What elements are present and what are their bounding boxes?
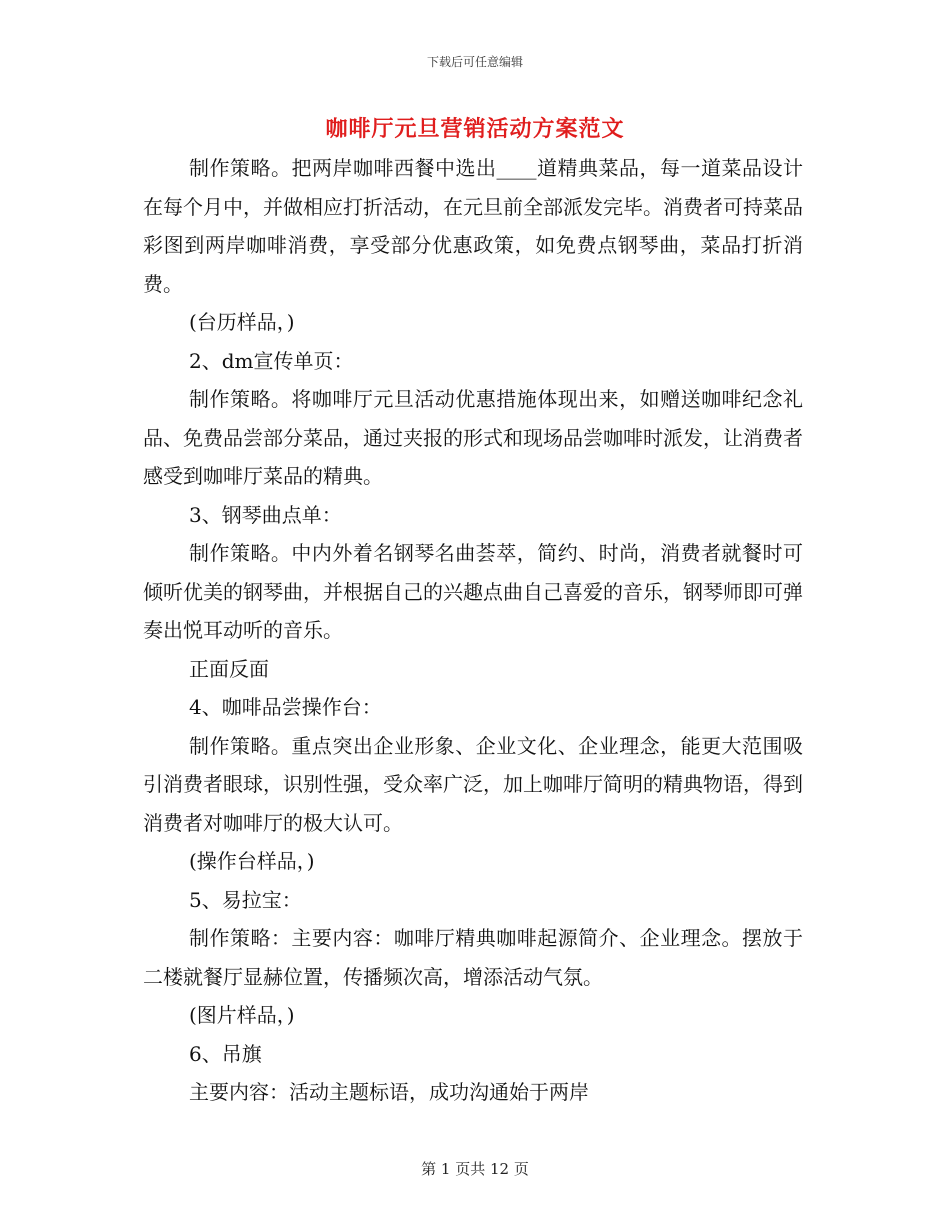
section-heading: 2、dm宣传单页： — [189, 348, 354, 373]
paragraph: 正面反面 — [189, 656, 269, 681]
paragraph: 制作策略。把两岸咖啡西餐中选出____道精典菜品，每一道菜品设计在每个月中，并做相应打折活动，在元旦前全部派发完毕。消费者可持菜品彩图到两岸咖啡消费，享受部分优惠政策，如免费点钢琴曲，菜品打折消费。 — [143, 156, 803, 296]
section-heading: 5、易拉宝： — [189, 887, 302, 912]
section-heading: 4、咖啡品尝操作台： — [189, 695, 382, 719]
document-title: 咖啡厅元旦营销活动方案范文 — [325, 117, 625, 142]
paragraph: (台历样品，) — [189, 310, 295, 334]
document-body — [143, 149, 803, 1112]
section-heading: 3、钢琴曲点单： — [189, 502, 342, 527]
paragraph: 主要内容：活动主题标语，成功沟通始于两岸 — [189, 1080, 589, 1104]
paragraph: 制作策略。中内外着名钢琴名曲荟萃，简约、时尚，消费者就餐时可倾听优美的钢琴曲，并根据自己的兴趣点曲自己喜爱的音乐，钢琴师即可弹奏出悦耳动听的音乐。 — [143, 541, 803, 642]
section-heading: 6、吊旗 — [189, 1041, 262, 1066]
paragraph: 制作策略。重点突出企业形象、企业文化、企业理念，能更大范围吸引消费者眼球，识别性强，受众率广泛，加上咖啡厅简明的精典物语，得到消费者对咖啡厅的极大认可。 — [143, 733, 803, 835]
paragraph: (操作台样品，) — [189, 849, 315, 873]
paragraph: (图片样品，) — [189, 1003, 295, 1027]
page-footer: 第 1 页共 12 页 — [421, 1160, 529, 1178]
paragraph: 制作策略。将咖啡厅元旦活动优惠措施体现出来，如赠送咖啡纪念礼品、免费品尝部分菜品，通过夹报的形式和现场品尝咖啡时派发，让消费者感受到咖啡厅菜品的精典。 — [143, 387, 803, 488]
header-note: 下载后可任意编辑 — [426, 55, 523, 69]
paragraph: 制作策略：主要内容：咖啡厅精典咖啡起源简介、企业理念。摆放于二楼就餐厅显赫位置，传播频次高，增添活动气氛。 — [143, 926, 803, 989]
